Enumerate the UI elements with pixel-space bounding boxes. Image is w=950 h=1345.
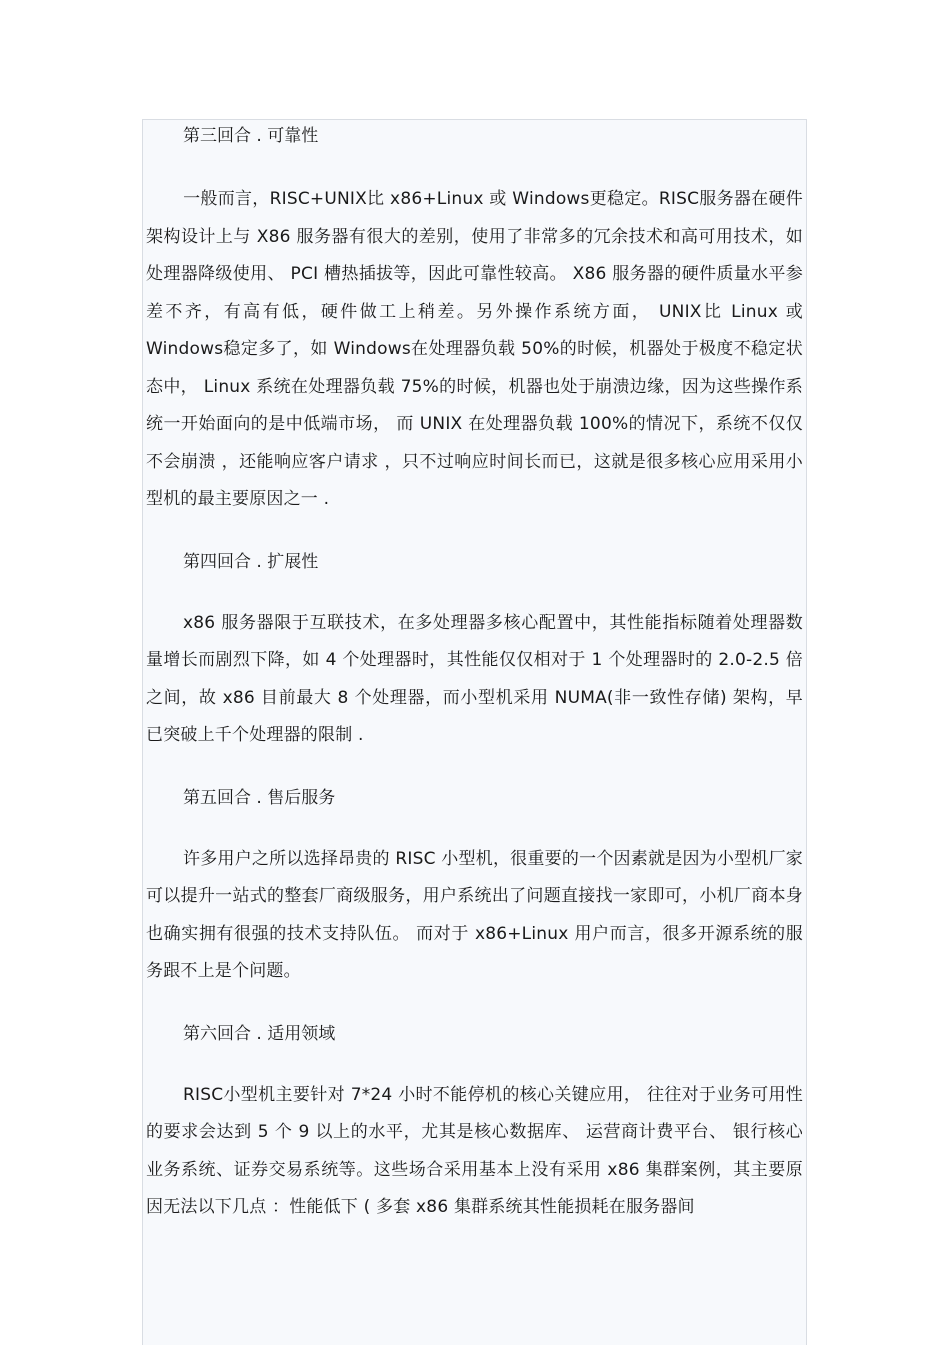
paragraph-text: x86 服务器限于互联技术，在多处理器多核心配置中，其性能指标随着处理器数量增长而剧烈下降，如 4 个处理器时，其性能仅仅相对于 1 个处理器时的 2.0-2.5 倍之间，故 x86 目前最大 8 个处理器，而小型机采用 NUMA(非一致性存储) 架构，早已突破上千个处理器的限制 . bbox=[146, 612, 803, 745]
section-heading-scalability: 第四回合 . 扩展性 bbox=[183, 551, 319, 572]
document-body bbox=[143, 120, 806, 1227]
paragraph-text: 许多用户之所以选择昂贵的 RISC 小型机，很重要的一个因素就是因为小型机厂家可以提升一站式的整套厂商级服务，用户系统出了问题直接找一家即可，小机厂商本身也确实拥有很强的技术支持队伍。 而对于 x86+Linux 用户而言，很多开源系统的服务跟不上是个问题。 bbox=[146, 848, 803, 981]
section-heading-after-sales: 第五回合 . 售后服务 bbox=[183, 787, 336, 808]
paragraph-text: RISC小型机主要针对 7*24 小时不能停机的核心关键应用， 往往对于业务可用性的要求会达到 5 个 9 以上的水平，尤其是核心数据库、 运营商计费平台、 银行核心业务系统、证券交易系统等。这些场合采用基本上没有采用 x86 集群案例，其主要原因无法以下几点 ：性能低下 ( 多套 x86 集群系统其性能损耗在服务器间 bbox=[146, 1084, 803, 1217]
section-paragraph-applications bbox=[146, 1077, 803, 1227]
section-heading-applications: 第六回合 . 适用领域 bbox=[183, 1023, 336, 1044]
section-paragraph-reliability bbox=[146, 181, 803, 519]
section-heading-reliability: 第三回合 . 可靠性 bbox=[183, 126, 319, 146]
paragraph-text: 一般而言，RISC+UNIX比 x86+Linux 或 Windows更稳定。RISC服务器在硬件架构设计上与 X86 服务器有很大的差别，使用了非常多的冗余技术和高可用技术，如处理器降级使用、 PCI 槽热插拔等，因此可靠性较高。 X86 服务器的硬件质量水平参差不齐，有高有低，硬件做工上稍差。另外操作系统方面， UNIX比 Linux 或 Windows稳定多了，如 Windows在处理器负载 50%的时候，机器处于极度不稳定状态中， Linux 系统在处理器负载 75%的时候，机器也处于崩溃边缘，因为这些操作系统一开始面向的是中低端市场， 而 UNIX 在处理器负载 100%的情况下，系统不仅仅不会崩溃 ，还能响应客户请求 ，只不过响应时间长而已，这就是很多核心应用采用小型机的最主要原因之一 . bbox=[146, 189, 803, 509]
section-paragraph-scalability bbox=[146, 605, 803, 755]
section-paragraph-after-sales bbox=[146, 841, 803, 991]
document-page bbox=[142, 119, 807, 1345]
